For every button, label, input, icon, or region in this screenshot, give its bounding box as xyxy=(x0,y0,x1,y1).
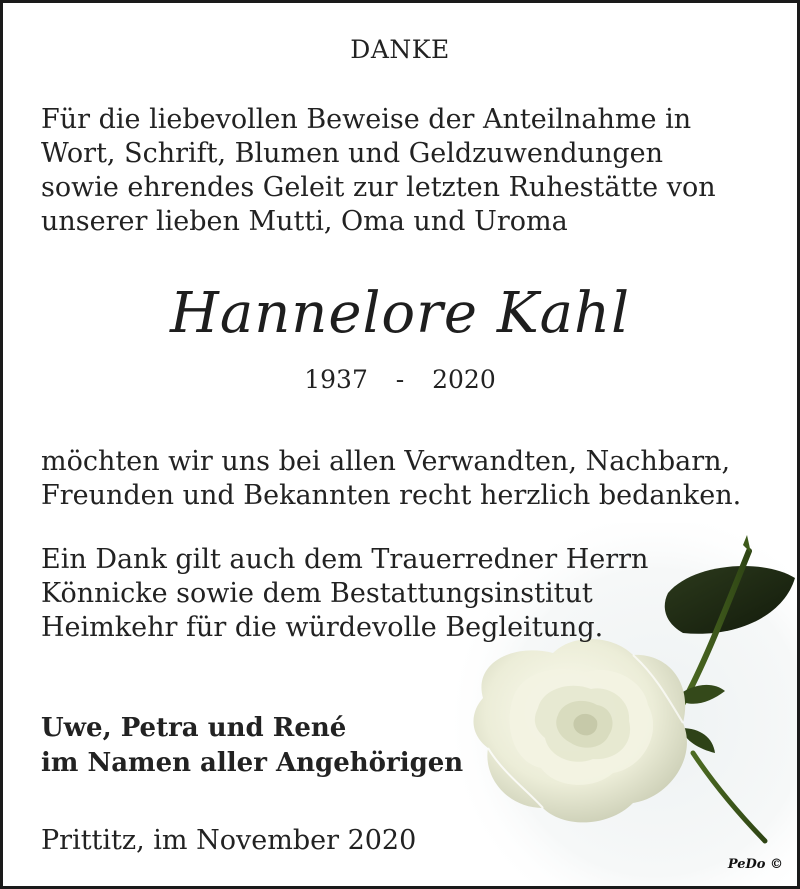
special-thanks-line: Heimkehr für die würdevolle Begleitung. xyxy=(41,612,604,643)
intro-line: unserer lieben Mutti, Oma und Uroma xyxy=(41,206,568,237)
thanks-line: möchten wir uns bei allen Verwandten, Nachbarn, xyxy=(41,446,731,477)
special-thanks-line: Ein Dank gilt auch dem Trauerredner Herrn xyxy=(41,544,649,575)
intro-line: Wort, Schrift, Blumen und Geldzuwendungen xyxy=(41,138,663,169)
signature-line: Uwe, Petra und René xyxy=(41,713,347,743)
place-date: Prittitz, im November 2020 xyxy=(41,825,417,856)
thanks-line: Freunden und Bekannten recht herzlich bedanken. xyxy=(41,480,742,511)
credit-mark: PeDo © xyxy=(727,857,783,872)
heading: DANKE xyxy=(350,35,450,64)
special-thanks-paragraph xyxy=(41,543,648,645)
intro-paragraph xyxy=(41,103,716,239)
intro-line: Für die liebevollen Beweise der Anteilnahme in xyxy=(41,104,692,135)
thanks-paragraph xyxy=(41,445,741,513)
special-thanks-line: Könnicke sowie dem Bestattungsinstitut xyxy=(41,578,593,609)
signature xyxy=(41,711,463,781)
intro-line: sowie ehrendes Geleit zur letzten Ruhestätte von xyxy=(41,172,716,203)
signature-line: im Namen aller Angehörigen xyxy=(41,748,464,778)
life-years: 1937 - 2020 xyxy=(304,365,496,394)
deceased-name: Hannelore Kahl xyxy=(169,281,631,346)
